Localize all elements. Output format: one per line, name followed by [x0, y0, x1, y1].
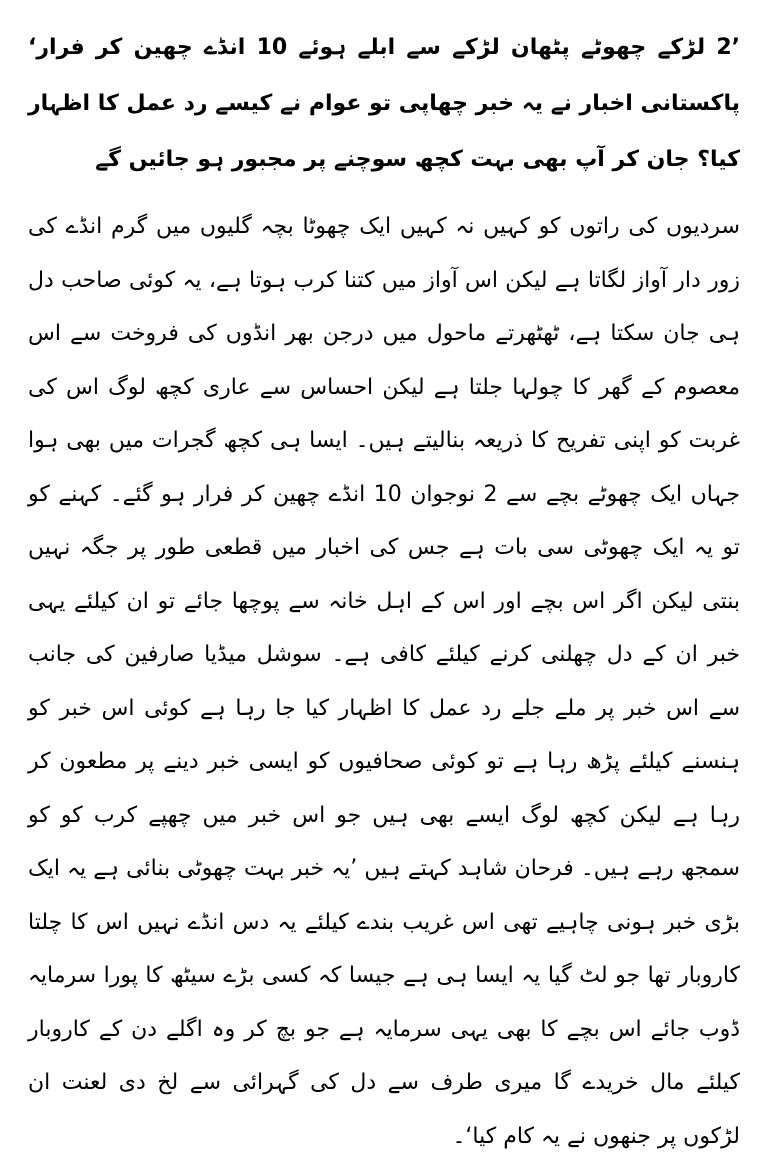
article-headline: ’2 لڑکے چھوٹے پٹھان لڑکے سے ابلے ہوئے 10 انڈے چھین کر فرار‘ پاکستانی اخبار نے یہ خبر چھاپی تو عوام نے کیسے رد عمل کا اظہار کیا؟ جان کر آپ بھی بہت کچھ سوچنے پر مجبور ہو جائیں گے [28, 35, 741, 172]
article-body: سردیوں کی راتوں کو کہیں نہ کہیں ایک چھوٹا بچہ گلیوں میں گرم انڈے کی زور دار آواز لگاتا ہے لیکن اس آواز میں کتنا کرب ہوتا ہے، یہ کوئی صاحب دل ہی جان سکتا ہے، ٹھٹھرتے ماحول میں درجن بھر انڈوں کی فروخت سے اس معصوم کے گھر کا چولہا جلتا ہے لیکن احساس سے عاری کچھ لوگ اس کی غربت کو اپنی تفریح کا ذریعہ بنالیتے ہیں۔ ایسا ہی کچھ گجرات میں بھی ہوا جہاں ایک چھوٹے بچے سے 2 نوجوان 10 انڈے چھین کر فرار ہو گئے۔ کہنے کو تو یہ ایک چھوٹی سی بات ہے جس کی اخبار میں قطعی طور پر جگہ نہیں بنتی لیکن اگر اس بچے اور اس کے اہل خانہ سے پوچھا جائے تو ان کیلئے یہی خبر ان کے دل چھلنی کرنے کیلئے کافی ہے۔ سوشل میڈیا صارفین کی جانب سے اس خبر پر ملے جلے رد عمل کا اظہار کیا جا رہا ہے کوئی اس خبر کو ہنسنے کیلئے پڑھ رہا ہے تو کوئی صحافیوں کو ایسی خبر دینے پر مطعون کر رہا ہے لیکن کچھ لوگ ایسے بھی ہیں جو اس خبر میں چھپے کرب کو کو سمجھ رہے ہیں۔ فرحان شاہد کہتے ہیں ’یہ خبر بہت چھوٹی بنائی ہے یہ ایک بڑی خبر ہونی چاہیے تھی اس غریب بندے کیلئے یہ دس انڈے نہیں اس کا چلتا کاروبار تھا جو لٹ گیا یہ ایسا ہی ہے جیسا کہ کسی بڑے سیٹھ کا پورا سرمایہ ڈوب جائے اس بچے کا بھی یہی سرمایہ ہے جو بچ کر وہ اگلے دن کے کاروبار کیلئے مال خریدے گا میری طرف سے دل کی گہرائی سے لخ دی لعنت ان لڑکوں پر جنھوں نے یہ کام کیا‘۔ [28, 214, 740, 1149]
